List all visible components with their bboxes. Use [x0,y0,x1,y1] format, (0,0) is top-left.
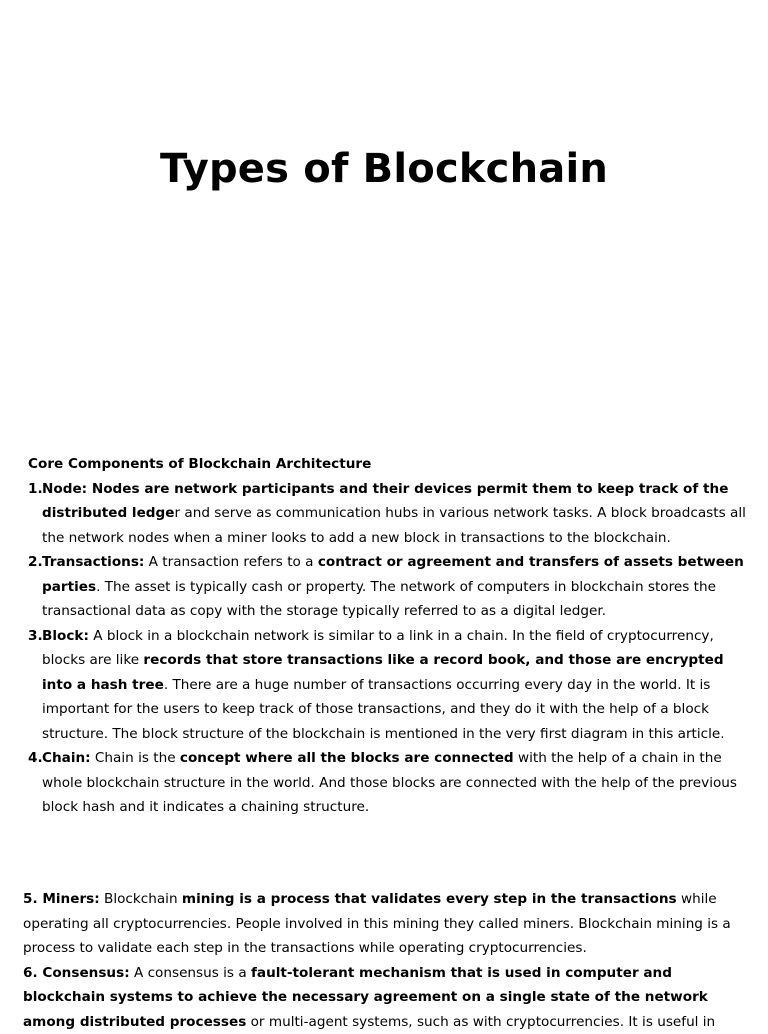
bold-text: mining is a process that validates every step in the transactions [182,891,677,907]
text: A block in a blockchain network is similar to a link in a chain. In the field of cryptocurrency, blocks are like [42,628,714,669]
paragraph [23,887,751,961]
bold-text: 6. Consensus: [23,965,130,981]
text: or multi-agent systems, such as with cryptocurrencies. It is useful in [246,1014,715,1030]
text: with the help of a chain in the whole blockchain structure in the world. And those blocks are connected with the help of the previous block hash and it indicates a chaining structure. [42,750,737,815]
bold-text: fault-tolerant mechanism that is used in computer and blockchain systems to achieve the necessary agreement on a single state of the network among distributed processes [23,965,708,1030]
paragraph [23,961,751,1034]
core-components-section [28,452,752,820]
list-item [28,746,752,820]
text: Chain is the [91,750,180,766]
text: r and serve as communication hubs in various network tasks. A block broadcasts all the network nodes when a miner looks to add a new block in transactions to the blockchain. [42,505,746,546]
bold-text: contract or agreement and transfers of assets between parties [42,554,744,595]
more-components-section [23,887,751,1034]
list-number: 1. [28,477,43,502]
bold-text: 5. Miners: [23,891,100,907]
bold-text: Block: [42,628,89,644]
components-list [28,477,752,820]
bold-text: concept where all the blocks are connected [180,750,514,766]
bold-text: Node: Nodes are network participants and their devices permit them to keep track of the distributed ledge [42,481,728,522]
section-heading: Core Components of Blockchain Architecture [28,452,752,477]
page-title: Types of Blockchain [0,146,768,192]
text: . There are a huge number of transactions occurring every day in the world. It is important for the users to keep track of those transactions, and they do it with the help of a block structure. The block structure of the blockchain is mentioned in the very first diagram in this article. [42,677,725,742]
text: while operating all cryptocurrencies. People involved in this mining they called miners. Blockchain mining is a process to validate each step in the transactions while operating cryptocurrencies. [23,891,731,956]
list-number: 4. [28,746,43,771]
list-number: 3. [28,624,43,649]
list-item [28,550,752,624]
list-number: 2. [28,550,43,575]
text: Blockchain [100,891,182,907]
bold-text: records that store transactions like a record book, and those are encrypted into a hash tree [42,652,724,693]
bold-text: Transactions: [42,554,144,570]
text: A consensus is a [130,965,251,981]
list-item [28,624,752,747]
bold-text: Chain: [42,750,91,766]
text: . The asset is typically cash or property. The network of computers in blockchain stores the transactional data as copy with the storage typically referred to as a digital ledger. [42,579,716,620]
list-item [28,477,752,551]
text: A transaction refers to a [144,554,317,570]
